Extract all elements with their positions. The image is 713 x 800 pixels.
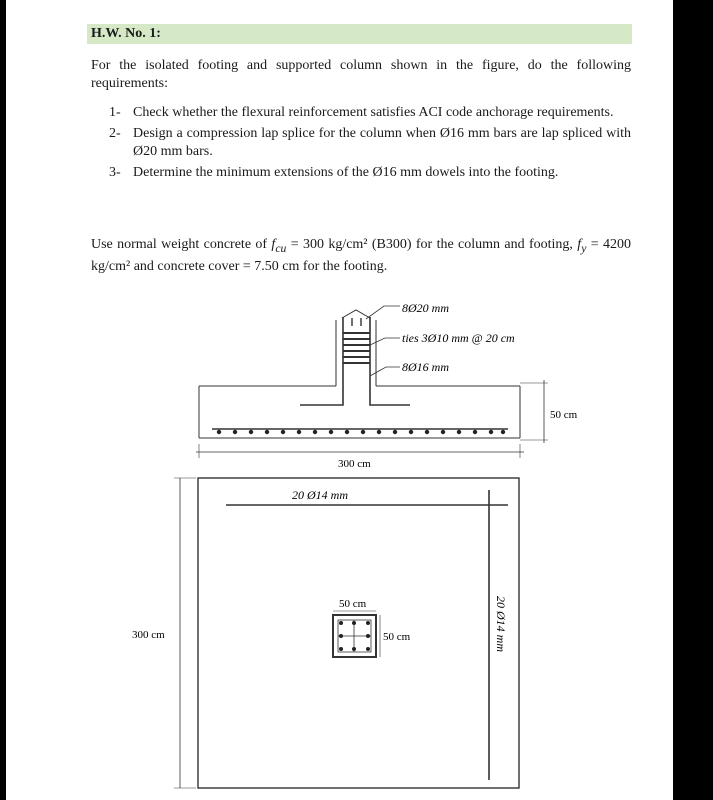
bar-dot [457, 430, 461, 434]
bar-dot [281, 430, 285, 434]
item-text: Design a compression lap splice for the column when Ø16 mm bars are lap spliced with Ø20 mm bars. [133, 126, 631, 159]
bar-dot [345, 430, 349, 434]
bar-dot [339, 634, 343, 638]
materials-prefix: Use normal weight concrete of [91, 237, 272, 252]
bar-dot [249, 430, 253, 434]
fcu-subscript: cu [275, 241, 287, 255]
leader-ties [370, 338, 400, 345]
bar-dot [501, 430, 505, 434]
bar-dot [377, 430, 381, 434]
bar-dot [366, 621, 370, 625]
bar-dot [441, 430, 445, 434]
column-top-tie [342, 310, 370, 318]
bar-dot [352, 621, 356, 625]
fy-symbol: f [577, 237, 582, 252]
bar-dot [297, 430, 301, 434]
bar-dot [366, 647, 370, 651]
homework-title: H.W. No. 1: [87, 24, 632, 44]
bar-dot [473, 430, 477, 434]
bottom-bar-dots [217, 430, 505, 434]
bar-dot [233, 430, 237, 434]
item-number: 2- [109, 126, 121, 141]
bar-dot [329, 430, 333, 434]
bar-dot [265, 430, 269, 434]
bar-dot [339, 621, 343, 625]
bar-dot [393, 430, 397, 434]
leader-bars-16 [370, 367, 400, 376]
leader-bars-20 [366, 306, 400, 319]
label-side-bars: 20 Ø14 mm [494, 596, 508, 652]
label-col-depth: 50 cm [383, 631, 411, 643]
label-top-bars: 20 Ø14 mm [292, 488, 348, 502]
bar-dot [489, 430, 493, 434]
intro-paragraph: For the isolated footing and supported column shown in the figure, do the following requirements: [91, 58, 631, 91]
elevation-view [196, 306, 548, 458]
item-text: Check whether the flexural reinforcement satisfies ACI code anchorage requirements. [133, 105, 614, 120]
fcu-symbol: f [271, 237, 276, 252]
bar-dot [352, 647, 356, 651]
label-col-width: 50 cm [339, 598, 367, 610]
bar-dot [409, 430, 413, 434]
item-number: 1- [109, 105, 121, 120]
item-text: Determine the minimum extensions of the Ø16 mm dowels into the footing. [133, 165, 559, 180]
label-ties: ties 3Ø10 mm @ 20 cm [402, 331, 515, 345]
plan-view [174, 478, 519, 788]
label-bars-16: 8Ø16 mm [402, 360, 449, 374]
item-number: 3- [109, 165, 121, 180]
left-dowel-bar [300, 317, 343, 405]
label-plan-size: 300 cm [132, 629, 165, 641]
label-width: 300 cm [338, 458, 371, 470]
fy-subscript: y [581, 241, 587, 255]
fcu-value: = 300 kg/cm² (B300) for the column and footing, [286, 237, 578, 252]
column-bar-tops [352, 318, 361, 326]
bar-dot [217, 430, 221, 434]
bar-dot [313, 430, 317, 434]
bar-dot [425, 430, 429, 434]
footing-plan-outline [198, 478, 519, 788]
label-depth: 50 cm [550, 409, 578, 421]
bar-dot [339, 647, 343, 651]
fy-value: = 4200 kg/cm² and concrete cover = 7.50 cm for the footing. [91, 237, 631, 274]
bar-dot [361, 430, 365, 434]
label-bars-20: 8Ø20 mm [402, 301, 449, 315]
bar-dot [366, 634, 370, 638]
